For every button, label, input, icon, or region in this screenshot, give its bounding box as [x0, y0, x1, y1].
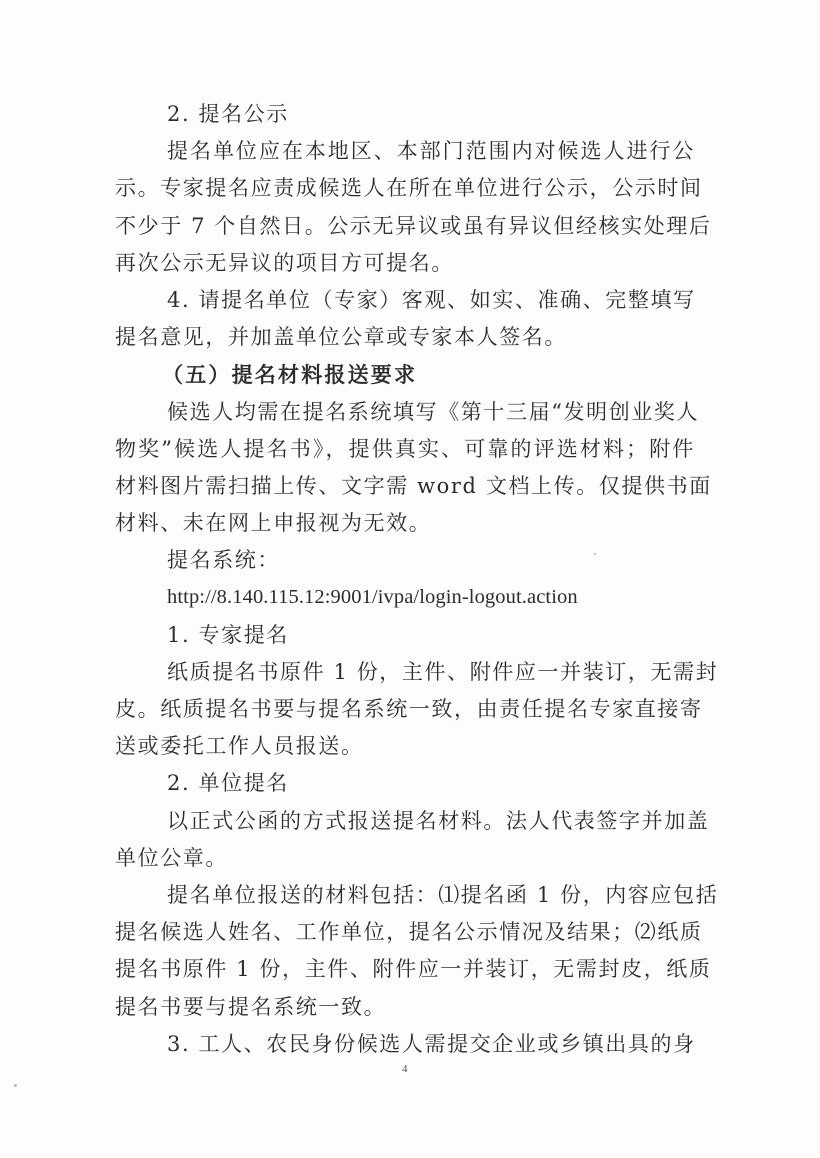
text-line: 1. 专家提名 — [167, 622, 289, 647]
text-line: 提名书要与提名系统一致。 — [115, 994, 387, 1019]
text-line: 皮。纸质提名书要与提名系统一致，由责任提名专家直接寄 — [115, 697, 703, 721]
text-line: （五）提名材料报送要求 — [162, 362, 418, 388]
text-line: 3. 工人、农民身份候选人需提交企业或乡镇出具的身 — [167, 1031, 696, 1056]
text-line: 示。专家提名应责成候选人在所在单位进行公示，公示时间 — [115, 176, 703, 201]
text-line: 候选人均需在提名系统填写《第十三届“发明创业奖人 — [167, 399, 700, 424]
text-line: 纸质提名书原件 1 份，主件、附件应一并装订，无需封 — [167, 659, 719, 684]
text-line: 提名候选人姓名、工作单位，提名公示情况及结果；⑵纸质 — [115, 920, 703, 945]
text-line: 再次公示无异议的项目方可提名。 — [115, 250, 454, 275]
text-line: 材料、未在网上申报视为无效。 — [115, 511, 432, 536]
text-line: 提名意见，并加盖单位公章或专家本人签名。 — [115, 325, 567, 350]
document-body — [115, 96, 719, 1063]
text-line: 提名单位报送的材料包括：⑴提名函 1 份，内容应包括 — [167, 882, 719, 907]
scan-speck — [14, 1084, 17, 1087]
text-line: 4. 请提名单位（专家）客观、如实、准确、完整填写 — [167, 287, 696, 312]
text-line: 单位公章。 — [115, 845, 228, 870]
text-line: 不少于 7 个自然日。公示无异议或虽有异议但经核实处理后 — [115, 213, 712, 238]
text-line: 材料图片需扫描上传、文字需 word 文档上传。仅提供书面 — [115, 473, 712, 498]
scan-speck — [594, 553, 596, 555]
text-line: 2. 单位提名 — [167, 771, 289, 796]
text-line: 物奖”候选人提名书》，提供真实、可靠的评选材料；附件 — [115, 436, 695, 461]
text-line: 送或委托工作人员报送。 — [115, 734, 364, 759]
page-number: 4 — [402, 1063, 408, 1075]
text-line: 以正式公函的方式报送提名材料。法人代表签字并加盖 — [167, 808, 710, 833]
text-line: 提名书原件 1 份，主件、附件应一并装订，无需封皮，纸质 — [115, 957, 712, 982]
text-line: http://8.140.115.12:9001/ivpa/login-logout.action — [167, 586, 578, 609]
text-line: 2. 提名公示 — [167, 102, 289, 126]
text-line: 提名系统： — [167, 548, 280, 573]
text-line: 提名单位应在本地区、本部门范围内对候选人进行公 — [167, 139, 695, 164]
